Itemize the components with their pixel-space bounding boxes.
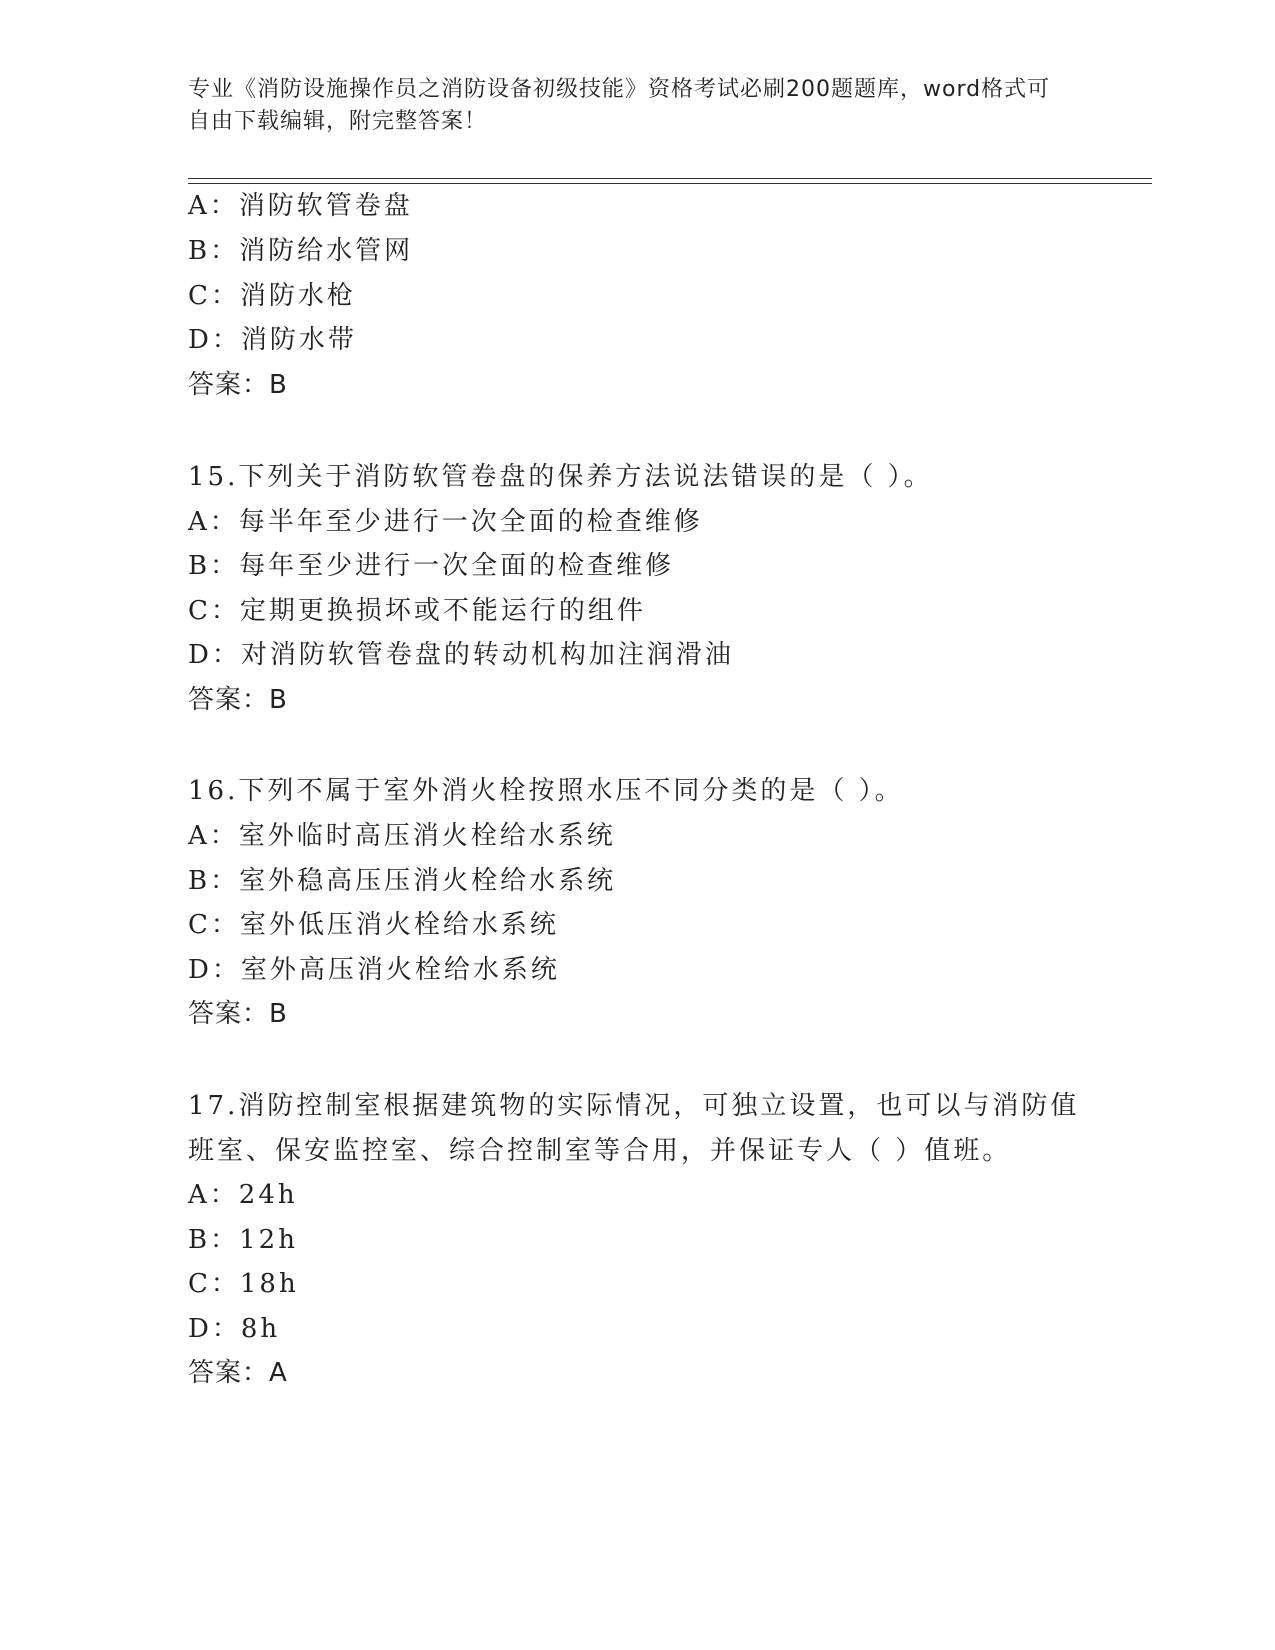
q16-option-a: A：室外临时高压消火栓给水系统 — [188, 821, 616, 851]
q15-option-d: D：对消防软管卷盘的转动机构加注润滑油 — [188, 640, 734, 670]
q15-question: 15.下列关于消防软管卷盘的保养方法说法错误的是（ ）。 — [188, 462, 933, 492]
q17-question-line-2: 班室、保安监控室、综合控制室等合用，并保证专人（ ）值班。 — [188, 1136, 1012, 1166]
q14-option-b: B：消防给水管网 — [188, 236, 414, 266]
q17-option-c: C：18h — [188, 1269, 299, 1299]
q16-option-c: C：室外低压消火栓给水系统 — [188, 910, 559, 940]
q17-question-line-1: 17.消防控制室根据建筑物的实际情况，可独立设置，也可以与消防值 — [188, 1091, 1080, 1121]
q17-option-a: A：24h — [188, 1180, 298, 1210]
header-divider-bottom — [188, 183, 1152, 184]
q17-option-d: D：8h — [188, 1314, 281, 1344]
q15-answer: 答案：B — [188, 685, 288, 715]
q15-option-a: A：每半年至少进行一次全面的检查维修 — [188, 507, 703, 537]
q16-question: 16.下列不属于室外消火栓按照水压不同分类的是（ ）。 — [188, 776, 904, 806]
q14-option-c: C：消防水枪 — [188, 281, 356, 311]
document-header: 专业《消防设施操作员之消防设备初级技能》资格考试必刷200题题库，word格式可自由下载编辑，附完整答案！ — [188, 77, 1051, 134]
q15-option-c: C：定期更换损坏或不能运行的组件 — [188, 596, 646, 626]
q14-answer: 答案：B — [188, 370, 288, 400]
q16-option-b: B：室外稳高压压消火栓给水系统 — [188, 866, 617, 896]
q14-option-d: D：消防水带 — [188, 325, 357, 355]
q15-option-b: B：每年至少进行一次全面的检查维修 — [188, 551, 675, 581]
q16-option-d: D：室外高压消火栓给水系统 — [188, 955, 560, 985]
q17-option-b: B：12h — [188, 1225, 298, 1255]
q16-answer: 答案：B — [188, 999, 288, 1029]
header-divider-top — [188, 178, 1152, 179]
q17-answer: 答案：A — [188, 1358, 288, 1388]
q14-option-a: A：消防软管卷盘 — [188, 191, 413, 221]
